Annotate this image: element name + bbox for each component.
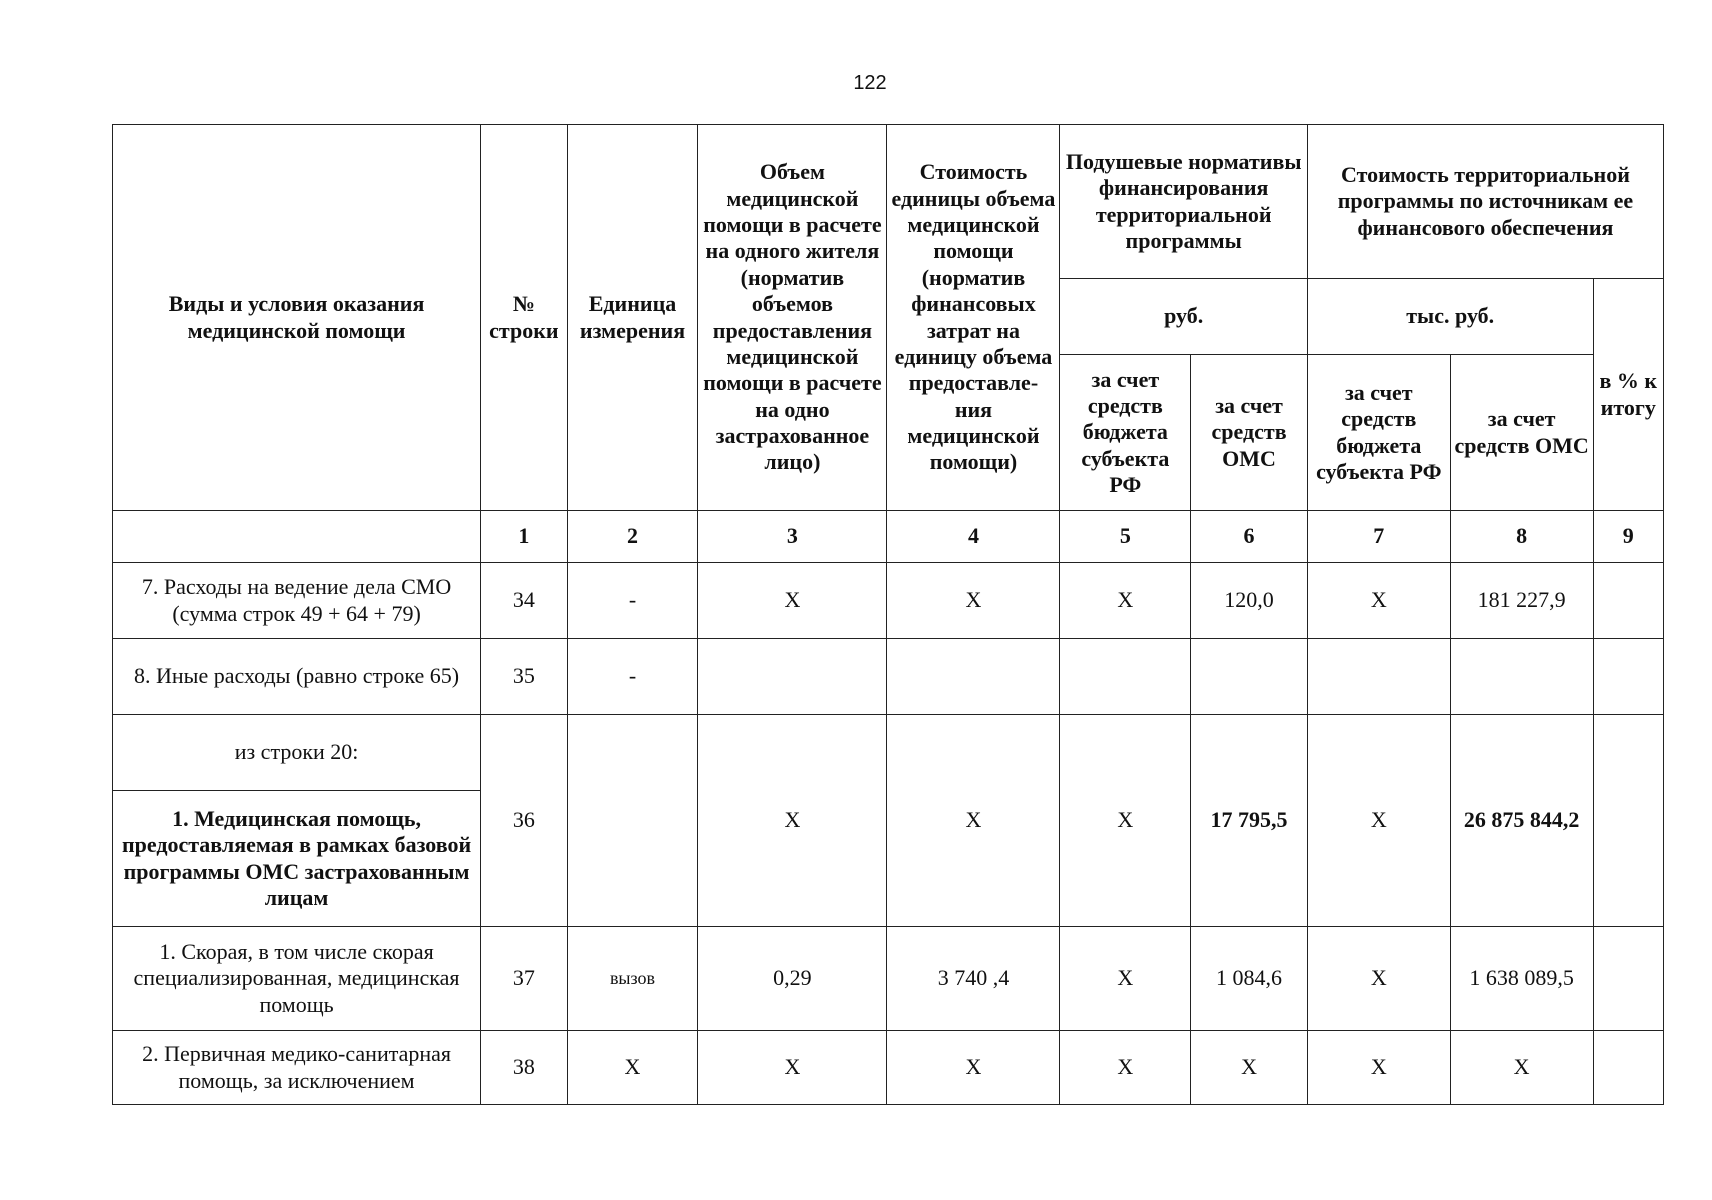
cell-oms-rub: 17 795,5: [1191, 715, 1308, 927]
cell-percent: [1593, 715, 1663, 927]
cell-oms-rub: 1 084,6: [1191, 927, 1308, 1031]
cell-oms-thousand: 181 227,9: [1450, 563, 1593, 639]
cell-percent: [1593, 927, 1663, 1031]
header-territorial: Стоимость территориальной программы по источникам ее финансового обеспечения: [1307, 125, 1663, 279]
cell-cost: [887, 639, 1060, 715]
row-number: 34: [481, 563, 568, 639]
cell-budget-thousand: [1307, 639, 1450, 715]
header-oms-funds-8: за счет средств ОМС: [1450, 355, 1593, 511]
row-name-intro: из строки 20:: [113, 715, 481, 791]
cell-budget-rub: X: [1060, 927, 1191, 1031]
cell-oms-thousand: 1 638 089,5: [1450, 927, 1593, 1031]
financing-table: [112, 124, 1664, 1105]
header-volume: Объем медицинской помощи в расчете на одного жителя (норматив объемов предоставления медицинской помощи в расчете на одно застрахованное лицо): [698, 125, 887, 511]
cell-volume: 0,29: [698, 927, 887, 1031]
header-percent-total: в % к итогу: [1593, 279, 1663, 511]
row-unit: -: [567, 639, 698, 715]
row-unit: [567, 715, 698, 927]
cell-volume: X: [698, 563, 887, 639]
cell-percent: [1593, 563, 1663, 639]
header-row-no: № строки: [481, 125, 568, 511]
cell-oms-thousand: [1450, 639, 1593, 715]
header-rub: руб.: [1060, 279, 1307, 355]
page-number: 122: [853, 72, 887, 94]
cell-oms-thousand: X: [1450, 1031, 1593, 1105]
row-name: 2. Первичная медико-санитарная помощь, за исключением: [113, 1031, 481, 1105]
column-number: 1: [481, 511, 568, 563]
cell-budget-rub: X: [1060, 715, 1191, 927]
cell-budget-thousand: X: [1307, 715, 1450, 927]
column-number: 6: [1191, 511, 1308, 563]
cell-cost: X: [887, 563, 1060, 639]
cell-budget-thousand: X: [1307, 1031, 1450, 1105]
cell-percent: [1593, 639, 1663, 715]
header-kinds: Виды и условия оказания медицинской помощи: [113, 125, 481, 511]
column-number: 5: [1060, 511, 1191, 563]
table-row: [113, 715, 1664, 791]
row-unit: вызов: [567, 927, 698, 1031]
row-number: 35: [481, 639, 568, 715]
header-thousand-rub: тыс. руб.: [1307, 279, 1593, 355]
cell-oms-rub: 120,0: [1191, 563, 1308, 639]
cell-budget-rub: X: [1060, 563, 1191, 639]
cell-cost: X: [887, 1031, 1060, 1105]
cell-oms-rub: X: [1191, 1031, 1308, 1105]
column-number: 2: [567, 511, 698, 563]
cell-budget-rub: X: [1060, 1031, 1191, 1105]
cell-volume: X: [698, 715, 887, 927]
cell-budget-thousand: X: [1307, 927, 1450, 1031]
cell-volume: [698, 639, 887, 715]
table-row: [113, 563, 1664, 639]
header-per-capita: Подушевые нормативы финансирования территориальной программы: [1060, 125, 1307, 279]
column-number: 7: [1307, 511, 1450, 563]
cell-oms-rub: [1191, 639, 1308, 715]
table-row: [113, 927, 1664, 1031]
row-name: 1. Скорая, в том числе скорая специализированная, медицинская помощь: [113, 927, 481, 1031]
row-number: 36: [481, 715, 568, 927]
row-unit: X: [567, 1031, 698, 1105]
cell-cost: 3 740 ,4: [887, 927, 1060, 1031]
row-name: 1. Медицинская помощь, предоставляемая в рамках базовой программы ОМС застрахованным лицам: [113, 791, 481, 927]
row-number: 37: [481, 927, 568, 1031]
row-unit: -: [567, 563, 698, 639]
cell-volume: X: [698, 1031, 887, 1105]
column-number: 3: [698, 511, 887, 563]
cell-budget-thousand: X: [1307, 563, 1450, 639]
cell-cost: X: [887, 715, 1060, 927]
table-row: [113, 1031, 1664, 1105]
header-cost: Стоимость единицы объема медицинской помощи (норматив финансовых затрат на единицу объема предоставле-ния медицинской помощи): [887, 125, 1060, 511]
row-name: 8. Иные расходы (равно строке 65): [113, 639, 481, 715]
column-number: 8: [1450, 511, 1593, 563]
column-number-empty: [113, 511, 481, 563]
header-oms-funds: за счет средств ОМС: [1191, 355, 1308, 511]
row-number: 38: [481, 1031, 568, 1105]
cell-oms-thousand: 26 875 844,2: [1450, 715, 1593, 927]
header-unit: Единица измерения: [567, 125, 698, 511]
cell-budget-rub: [1060, 639, 1191, 715]
header-budget-subject-7: за счет средств бюджета субъекта РФ: [1307, 355, 1450, 511]
column-number: 4: [887, 511, 1060, 563]
cell-percent: [1593, 1031, 1663, 1105]
table-row: [113, 639, 1664, 715]
column-number: 9: [1593, 511, 1663, 563]
header-budget-subject: за счет средств бюджета субъекта РФ: [1060, 355, 1191, 511]
row-name: 7. Расходы на ведение дела СМО (сумма строк 49 + 64 + 79): [113, 563, 481, 639]
